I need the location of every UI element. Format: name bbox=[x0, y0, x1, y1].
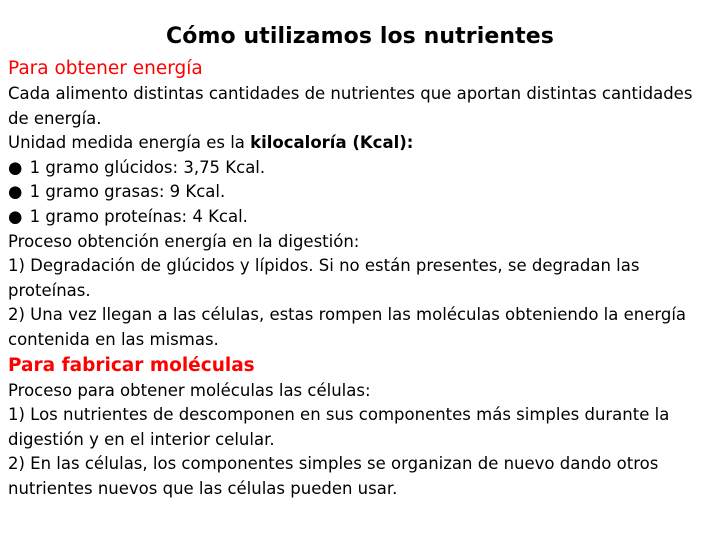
bullet-icon: ● bbox=[8, 157, 23, 177]
section-heading-molecules: Para fabricar moléculas bbox=[8, 354, 255, 376]
energy-step-2: 2) Una vez llegan a las células, estas rompen las moléculas obteniendo la energía contenida en las mismas. bbox=[8, 305, 687, 349]
bullet-item-fats bbox=[8, 180, 714, 205]
section-heading-energy: Para obtener energía bbox=[8, 58, 203, 79]
molecules-step-2: 2) En las células, los componentes simples se organizan de nuevo dando otros nutrientes nuevos que las células pueden usar. bbox=[8, 454, 659, 498]
page-title: Cómo utilizamos los nutrientes bbox=[166, 24, 554, 49]
bullet-text: 1 gramo proteínas: 4 Kcal. bbox=[29, 206, 248, 226]
energy-process-intro: Proceso obtención energía en la digestión: bbox=[8, 231, 360, 251]
energy-unit-prefix: Unidad medida energía es la bbox=[8, 133, 251, 153]
slide-content bbox=[8, 56, 714, 502]
energy-intro-text: Cada alimento distintas cantidades de nutrientes que aportan distintas cantidades de energía. bbox=[8, 84, 693, 128]
bullet-item-glucids bbox=[8, 156, 714, 181]
molecules-step-1: 1) Los nutrientes de descomponen en sus componentes más simples durante la digestión y en el interior celular. bbox=[8, 405, 670, 449]
energy-unit-line bbox=[8, 131, 714, 156]
energy-step-1: 1) Degradación de glúcidos y lípidos. Si no están presentes, se degradan las proteínas. bbox=[8, 256, 640, 300]
bullet-item-proteins bbox=[8, 205, 714, 230]
molecules-intro-text: Proceso para obtener moléculas las células: bbox=[8, 380, 371, 400]
bullet-icon: ● bbox=[8, 182, 23, 202]
bullet-icon: ● bbox=[8, 206, 23, 226]
bullet-text: 1 gramo grasas: 9 Kcal. bbox=[29, 182, 226, 202]
bullet-text: 1 gramo glúcidos: 3,75 Kcal. bbox=[29, 157, 266, 177]
energy-unit-bold: kilocaloría (Kcal): bbox=[250, 133, 414, 153]
